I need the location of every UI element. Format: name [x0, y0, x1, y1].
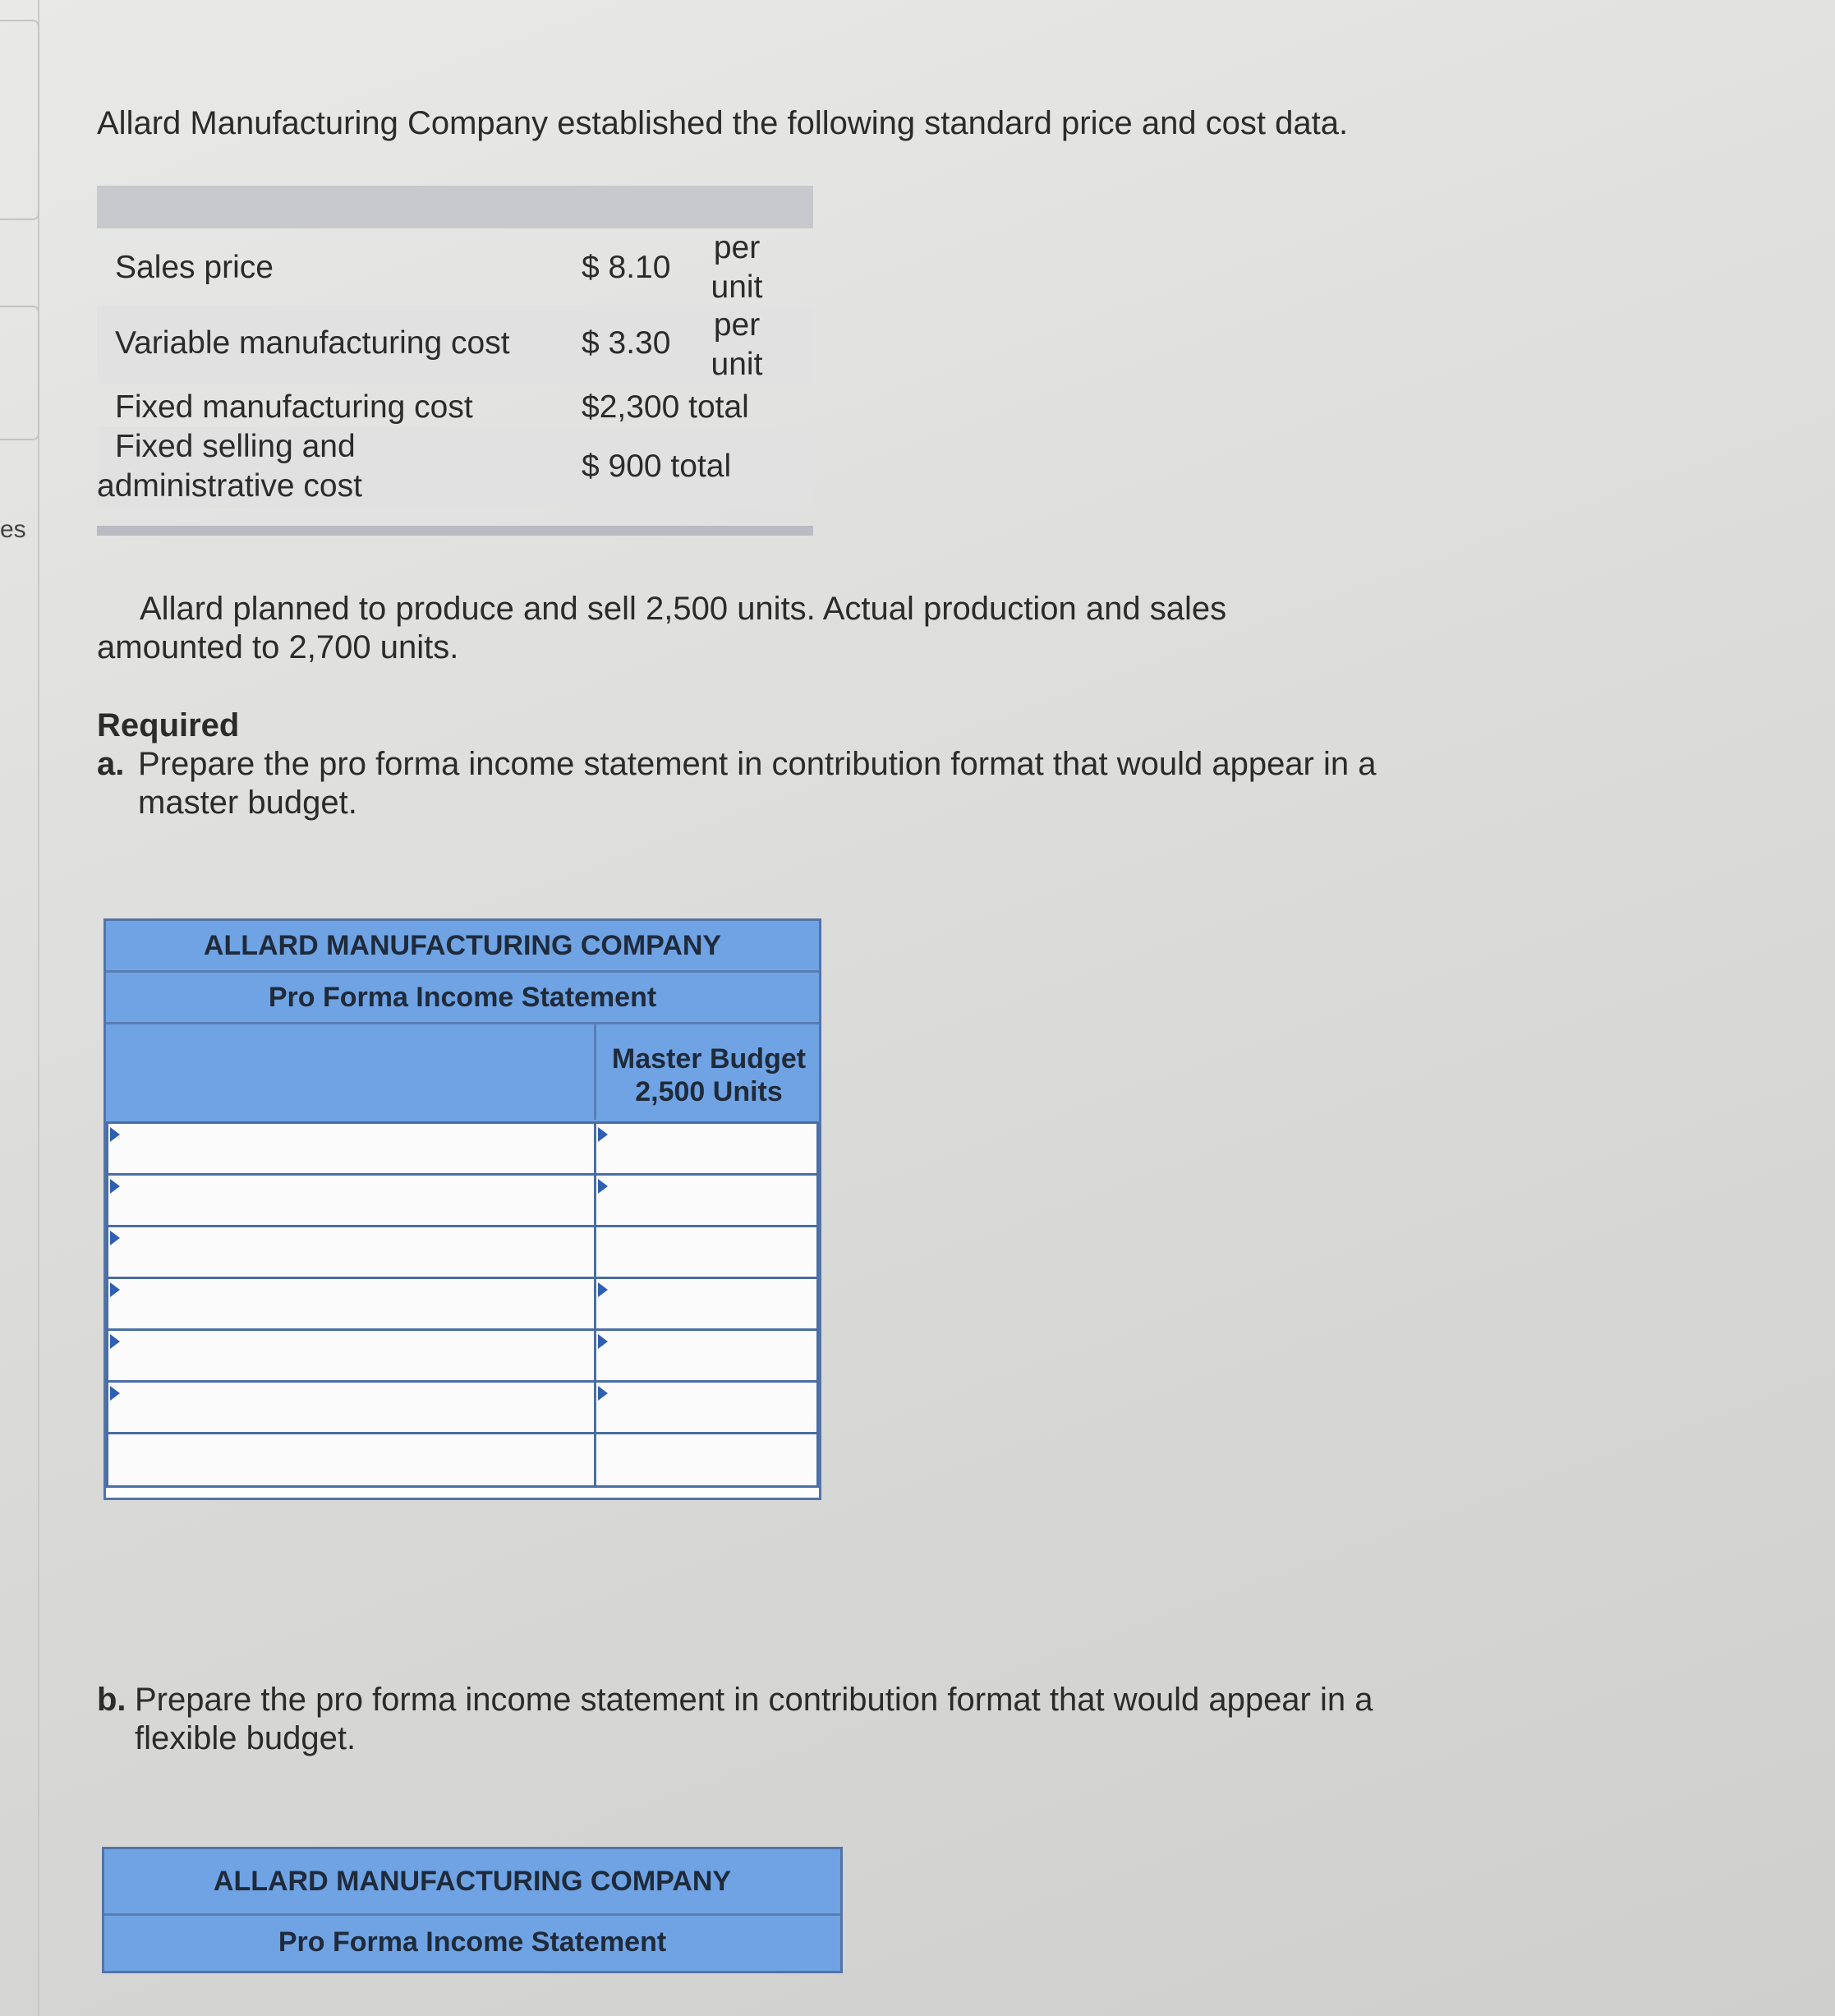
cost-row-fixed-selling-admin: [97, 427, 813, 508]
dropdown-marker-icon: [110, 1179, 120, 1194]
amount-input[interactable]: [594, 1121, 819, 1176]
dropdown-marker-icon: [110, 1231, 120, 1245]
cost-label: Sales price: [115, 250, 274, 285]
line-item-label-input[interactable]: [106, 1173, 596, 1227]
cost-label: Fixed selling and: [115, 429, 356, 464]
cost-row-variable-manufacturing: [97, 306, 813, 384]
dropdown-marker-icon: [598, 1386, 608, 1401]
part-b-section: [97, 1681, 1373, 1758]
part-b-line1: Prepare the pro forma income statement in contribution format that would appear in a: [135, 1682, 1373, 1718]
dropdown-marker-icon: [598, 1179, 608, 1194]
cost-value: $2,300 total: [582, 389, 749, 425]
amount-input[interactable]: [594, 1173, 819, 1227]
dropdown-marker-icon: [110, 1334, 120, 1349]
line-item-label-input[interactable]: [106, 1277, 596, 1331]
line-item-label-input[interactable]: [106, 1121, 596, 1176]
cost-value: $ 900 total: [582, 449, 732, 484]
line-item-label-input[interactable]: [106, 1380, 596, 1434]
statement-a-title: Pro Forma Income Statement: [106, 973, 819, 1024]
line-item-label-input[interactable]: [106, 1432, 596, 1488]
statement-a-company: ALLARD MANUFACTURING COMPANY: [106, 921, 819, 973]
part-a-marker: a.: [97, 746, 125, 782]
part-a-line2: master budget.: [138, 785, 357, 821]
master-budget-column-header: Master Budget 2,500 Units: [611, 1043, 807, 1107]
statement-a-table: [103, 918, 821, 1500]
dropdown-marker-icon: [110, 1282, 120, 1297]
statement-b-title: Pro Forma Income Statement: [278, 1926, 667, 1958]
required-heading: Required: [97, 707, 240, 743]
plan-paragraph: Allard planned to produce and sell 2,500 units. Actual production and sales amounted to 2,700 units.: [97, 591, 1227, 665]
amount-input[interactable]: [594, 1328, 819, 1383]
cost-value: $ 8.10: [582, 250, 671, 285]
amount-input[interactable]: [594, 1277, 819, 1331]
cost-row-sales-price: [97, 228, 813, 306]
cost-value: $ 3.30: [582, 325, 671, 361]
cost-row-fixed-manufacturing: [97, 388, 813, 427]
dropdown-marker-icon: [598, 1127, 608, 1142]
cost-label: administrative cost: [97, 468, 362, 504]
dropdown-marker-icon: [110, 1127, 120, 1142]
dropdown-marker-icon: [110, 1386, 120, 1401]
left-panel-tab[interactable]: [0, 306, 39, 440]
column-divider: [594, 1024, 596, 1120]
amount-input[interactable]: [594, 1432, 819, 1488]
dropdown-marker-icon: [598, 1334, 608, 1349]
line-item-label-input[interactable]: [106, 1225, 596, 1279]
cost-unit: per unit: [711, 307, 763, 382]
statement-a-input-grid: [106, 1121, 819, 1498]
left-panel-tab[interactable]: [0, 20, 39, 220]
left-panel-edge: [0, 0, 39, 2016]
cost-table-header: [97, 186, 813, 228]
part-a-line1: Prepare the pro forma income statement in contribution format that would appear in a: [138, 746, 1377, 782]
part-b-line2: flexible budget.: [135, 1720, 356, 1756]
amount-input[interactable]: [594, 1225, 819, 1279]
cost-table-footer: [97, 526, 813, 536]
cost-data-table: [97, 186, 813, 536]
cost-label: Fixed manufacturing cost: [115, 389, 473, 425]
line-item-label-input[interactable]: [106, 1328, 596, 1383]
cost-unit: per unit: [711, 230, 763, 305]
required-section: [97, 707, 1376, 822]
intro-text: Allard Manufacturing Company established the following standard price and cost data.: [97, 105, 1349, 141]
statement-b-table: [102, 1847, 843, 1973]
dropdown-marker-icon: [598, 1282, 608, 1297]
amount-input[interactable]: [594, 1380, 819, 1434]
part-b-marker: b.: [97, 1682, 126, 1718]
cost-label: Variable manufacturing cost: [115, 325, 510, 361]
statement-b-company: ALLARD MANUFACTURING COMPANY: [104, 1849, 840, 1916]
left-panel-text: es: [0, 516, 26, 543]
